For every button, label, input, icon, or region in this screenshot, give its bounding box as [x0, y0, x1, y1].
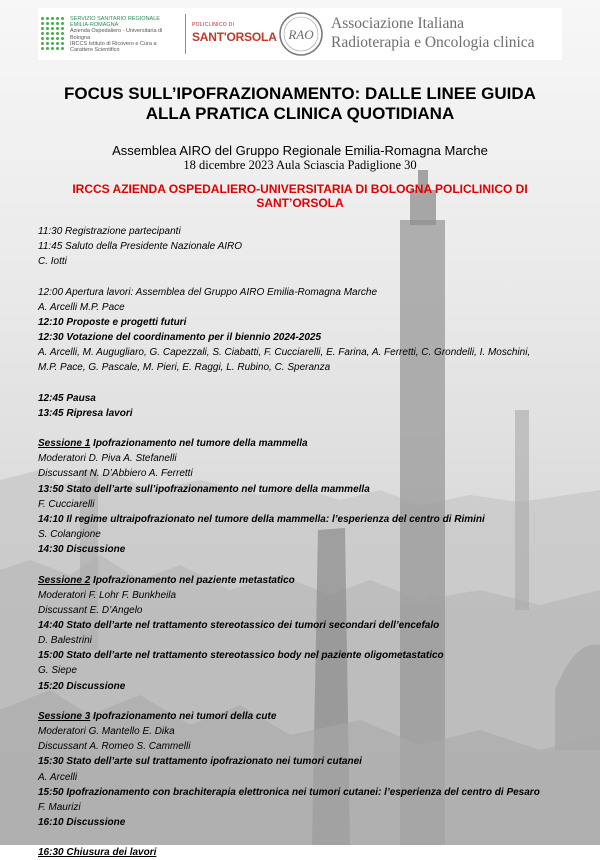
program-spacer	[38, 269, 578, 284]
program-talk: 15:30 Stato dell’arte sul trattamento ipofrazionato nei tumori cutanei	[38, 756, 362, 768]
ssr-line-4: IRCCS Istituto di Ricovero e Cura a Carattere Scientifico	[70, 40, 157, 54]
program-talk: 12:45 Pausa	[38, 392, 96, 404]
program-talk: 12:10 Proposte e progetti futuri	[38, 316, 187, 328]
session-heading	[38, 573, 578, 588]
session-title: Ipofrazionamento nei tumori della cute	[90, 710, 277, 722]
title-line-2: ALLA PRATICA CLINICA QUOTIDIANA	[145, 104, 455, 123]
title-line-1: FOCUS SULL’IPOFRAZIONAMENTO: DALLE LINEE GUIDA	[64, 84, 536, 103]
logo-bar	[38, 8, 562, 60]
airo-wordmark	[331, 14, 535, 52]
program-line: 12:00 Apertura lavori: Assemblea del Gruppo AIRO Emilia-Romagna Marche	[38, 286, 378, 298]
institution-name	[0, 182, 600, 210]
airo-emblem-icon	[276, 10, 326, 58]
program-talk: 14:10 Il regime ultraipofrazionato nel tumore della mammella: l’esperienza del centro di Rimini	[38, 513, 485, 525]
session-label: Sessione 2	[38, 574, 91, 586]
program-talk: 16:10 Discussione	[38, 817, 126, 829]
institution-line-1: IRCCS AZIENDA OSPEDALIERO-UNIVERSITARIA DI BOLOGNA POLICLINICO DI	[72, 182, 528, 196]
program-talk: 13:45 Ripresa lavori	[38, 407, 133, 419]
program-schedule	[38, 224, 578, 860]
program-line: A. Arcelli M.P. Pace	[38, 301, 125, 313]
program-line: A. Arcelli	[38, 771, 78, 783]
policlinico-logo	[192, 22, 277, 44]
airo-line-1: Associazione Italiana	[331, 15, 464, 32]
policlinico-small-text: POLICLINICO DI	[192, 22, 235, 28]
program-talk: 15:00 Stato dell’arte nel trattamento stereotassico body nel paziente oligometastatico	[38, 650, 444, 662]
session-title: Ipofrazionamento nel paziente metastatico	[90, 574, 295, 586]
session-heading	[38, 709, 578, 724]
program-spacer	[38, 376, 578, 391]
event-date-venue: 18 dicembre 2023 Aula Sciascia Padiglione 30	[183, 158, 417, 172]
institution-line-2: SANT’ORSOLA	[256, 196, 344, 210]
event-subtitle	[0, 143, 600, 173]
program-talk: 15:20 Discussione	[38, 680, 126, 692]
ssr-line-1: SERVIZIO SANITARIO REGIONALE	[70, 16, 160, 22]
program-line: A. Arcelli, M. Augugliaro, G. Capezzali, S. Ciabatti, F. Cucciarelli, E. Farina, A. Ferretti, C. Grondelli, I. Moschini,	[38, 347, 531, 359]
program-line: S. Colangione	[38, 529, 101, 541]
ssr-line-3: Azienda Ospedaliero - Universitaria di Bologna	[70, 28, 163, 41]
program-line: G. Siepe	[38, 665, 77, 677]
session-label: Sessione 3	[38, 710, 91, 722]
program-line: F. Maurizi	[38, 801, 81, 813]
svg-text:RAO: RAO	[288, 27, 314, 42]
program-line: C. Iotti	[38, 256, 67, 268]
program-line: Discussant A. Romeo S. Cammelli	[38, 741, 191, 753]
program-line: 11:30 Registrazione partecipanti	[38, 226, 181, 237]
program-line: Discussant E. D’Angelo	[38, 604, 143, 616]
logo-divider	[185, 14, 186, 54]
program-line: Moderatori F. Lohr F. Bunkheila	[38, 589, 177, 601]
airo-line-2: Radioterapia e Oncologia clinica	[331, 34, 535, 51]
program-line: Moderatori G. Mantello E. Dika	[38, 726, 175, 738]
program-line: Moderatori D. Piva A. Stefanelli	[38, 453, 177, 465]
program-spacer	[38, 421, 578, 436]
program-line: Discussant N. D’Abbiero A. Ferretti	[38, 468, 193, 480]
closing-item: 16:30 Chiusura dei lavori	[38, 847, 157, 859]
program-spacer	[38, 830, 578, 845]
program-talk: 14:30 Discussione	[38, 544, 126, 556]
session-heading	[38, 436, 578, 451]
program-line: M.P. Pace, G. Pascale, M. Pieri, E. Raggi, L. Rubino, C. Speranza	[38, 362, 331, 374]
session-label: Sessione 1	[38, 438, 91, 450]
program-spacer	[38, 557, 578, 572]
program-spacer	[38, 694, 578, 709]
program-talk: 12:30 Votazione del coordinamento per il biennio 2024-2025	[38, 332, 322, 344]
program-line: F. Cucciarelli	[38, 498, 95, 510]
ssr-dot-grid-icon	[40, 16, 66, 52]
program-line: 11:45 Saluto della Presidente Nazionale AIRO	[38, 241, 243, 253]
ssr-logo	[38, 12, 178, 56]
program-line: D. Balestrini	[38, 635, 92, 647]
policlinico-name: SANT'ORSOLA	[192, 30, 277, 44]
assembly-name: Assemblea AIRO del Gruppo Regionale Emilia-Romagna Marche	[112, 143, 488, 158]
session-title: Ipofrazionamento nel tumore della mammella	[90, 438, 308, 450]
program-talk: 14:40 Stato dell’arte nel trattamento stereotassico dei tumori secondari dell’encefalo	[38, 620, 440, 631]
ssr-logo-text	[70, 16, 180, 53]
ssr-line-2: EMILIA-ROMAGNA	[70, 22, 119, 29]
program-talk: 13:50 Stato dell’arte sull’ipofrazionamento nel tumore della mammella	[38, 483, 370, 495]
page-title	[0, 84, 600, 124]
program-talk: 15:50 Ipofrazionamento con brachiterapia elettronica nei tumori cutanei: l’esperienza del centro di Pesaro	[38, 786, 540, 798]
